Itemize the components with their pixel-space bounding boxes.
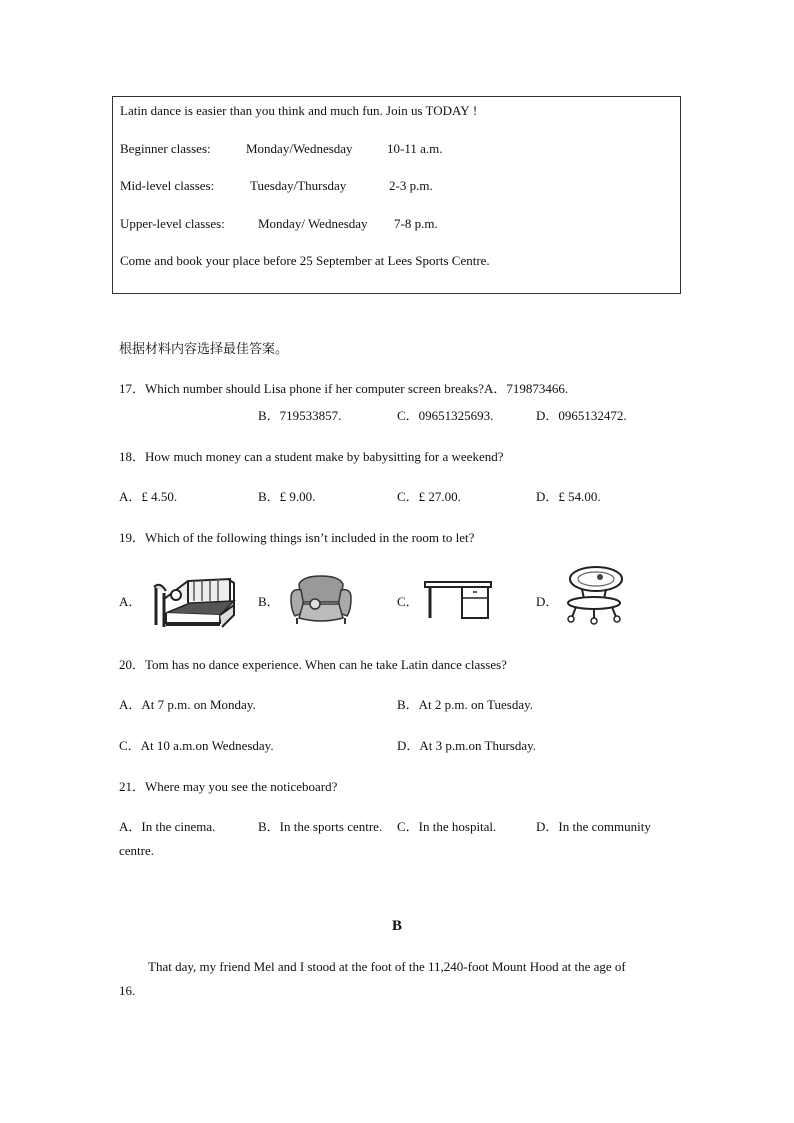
q18-option-b: B．£ 9.00. xyxy=(258,489,316,504)
q19-option-d: D． xyxy=(536,594,559,609)
passage-line-2: 16. xyxy=(119,983,136,998)
q20-option-c: C．At 10 a.m.on Wednesday. xyxy=(119,738,274,753)
upper-days: Monday/ Wednesday xyxy=(258,216,368,231)
question-19: 19．Which of the following things isn’t included in the room to let? xyxy=(119,530,475,545)
q20-option-a: A．At 7 p.m. on Monday. xyxy=(119,697,256,712)
q21-option-c: C．In the hospital. xyxy=(397,819,497,834)
beginner-time: 10-11 a.m. xyxy=(387,141,443,156)
section-title: B xyxy=(391,918,402,934)
mid-days: Tuesday/Thursday xyxy=(250,178,347,193)
q17-option-d: D．0965132472. xyxy=(536,408,627,423)
q19-option-b: B． xyxy=(258,594,280,609)
chair-icon xyxy=(562,565,626,625)
q21-option-b: B．In the sports centre. xyxy=(258,819,383,834)
mid-label: Mid-level classes: xyxy=(120,178,215,193)
question-18: 18．How much money can a student make by babysitting for a weekend? xyxy=(119,449,504,464)
q20-option-b: B．At 2 p.m. on Tuesday. xyxy=(397,697,534,712)
q18-option-c: C．£ 27.00. xyxy=(397,489,461,504)
upper-time: 7-8 p.m. xyxy=(394,216,438,231)
question-20: 20．Tom has no dance experience. When can he take Latin dance classes? xyxy=(119,657,507,672)
instruction: 根据材料内容选择最佳答案。 xyxy=(119,342,289,357)
beginner-days: Monday/Wednesday xyxy=(246,141,353,156)
notice-box xyxy=(112,96,681,294)
passage-line-1: That day, my friend Mel and I stood at the foot of the 11,240-foot Mount Hood at the age of xyxy=(148,959,626,974)
q20-option-d: D．At 3 p.m.on Thursday. xyxy=(397,738,537,753)
q18-option-d: D．£ 54.00. xyxy=(536,489,601,504)
bed-icon xyxy=(150,573,238,629)
question-17: 17．Which number should Lisa phone if her computer screen breaks?A．719873466. xyxy=(119,381,569,396)
notice-intro: Latin dance is easier than you think and much fun. Join us TODAY ! xyxy=(120,103,478,118)
q19-option-c: C． xyxy=(397,594,419,609)
notice-booking: Come and book your place before 25 September at Lees Sports Centre. xyxy=(120,253,490,268)
mid-time: 2-3 p.m. xyxy=(389,178,433,193)
beginner-label: Beginner classes: xyxy=(120,141,211,156)
q19-option-a: A． xyxy=(119,594,142,609)
question-21: 21．Where may you see the noticeboard? xyxy=(119,779,338,794)
desk-icon xyxy=(424,580,492,620)
q21-option-d: D．In the community xyxy=(536,819,651,834)
q21-option-d-wrap: centre. xyxy=(119,843,155,858)
q17-option-c: C．09651325693. xyxy=(397,408,494,423)
q18-option-a: A．£ 4.50. xyxy=(119,489,178,504)
upper-label: Upper-level classes: xyxy=(120,216,225,231)
q21-option-a: A．In the cinema. xyxy=(119,819,216,834)
armchair-icon xyxy=(289,574,353,626)
q17-option-b: B．719533857. xyxy=(258,408,342,423)
